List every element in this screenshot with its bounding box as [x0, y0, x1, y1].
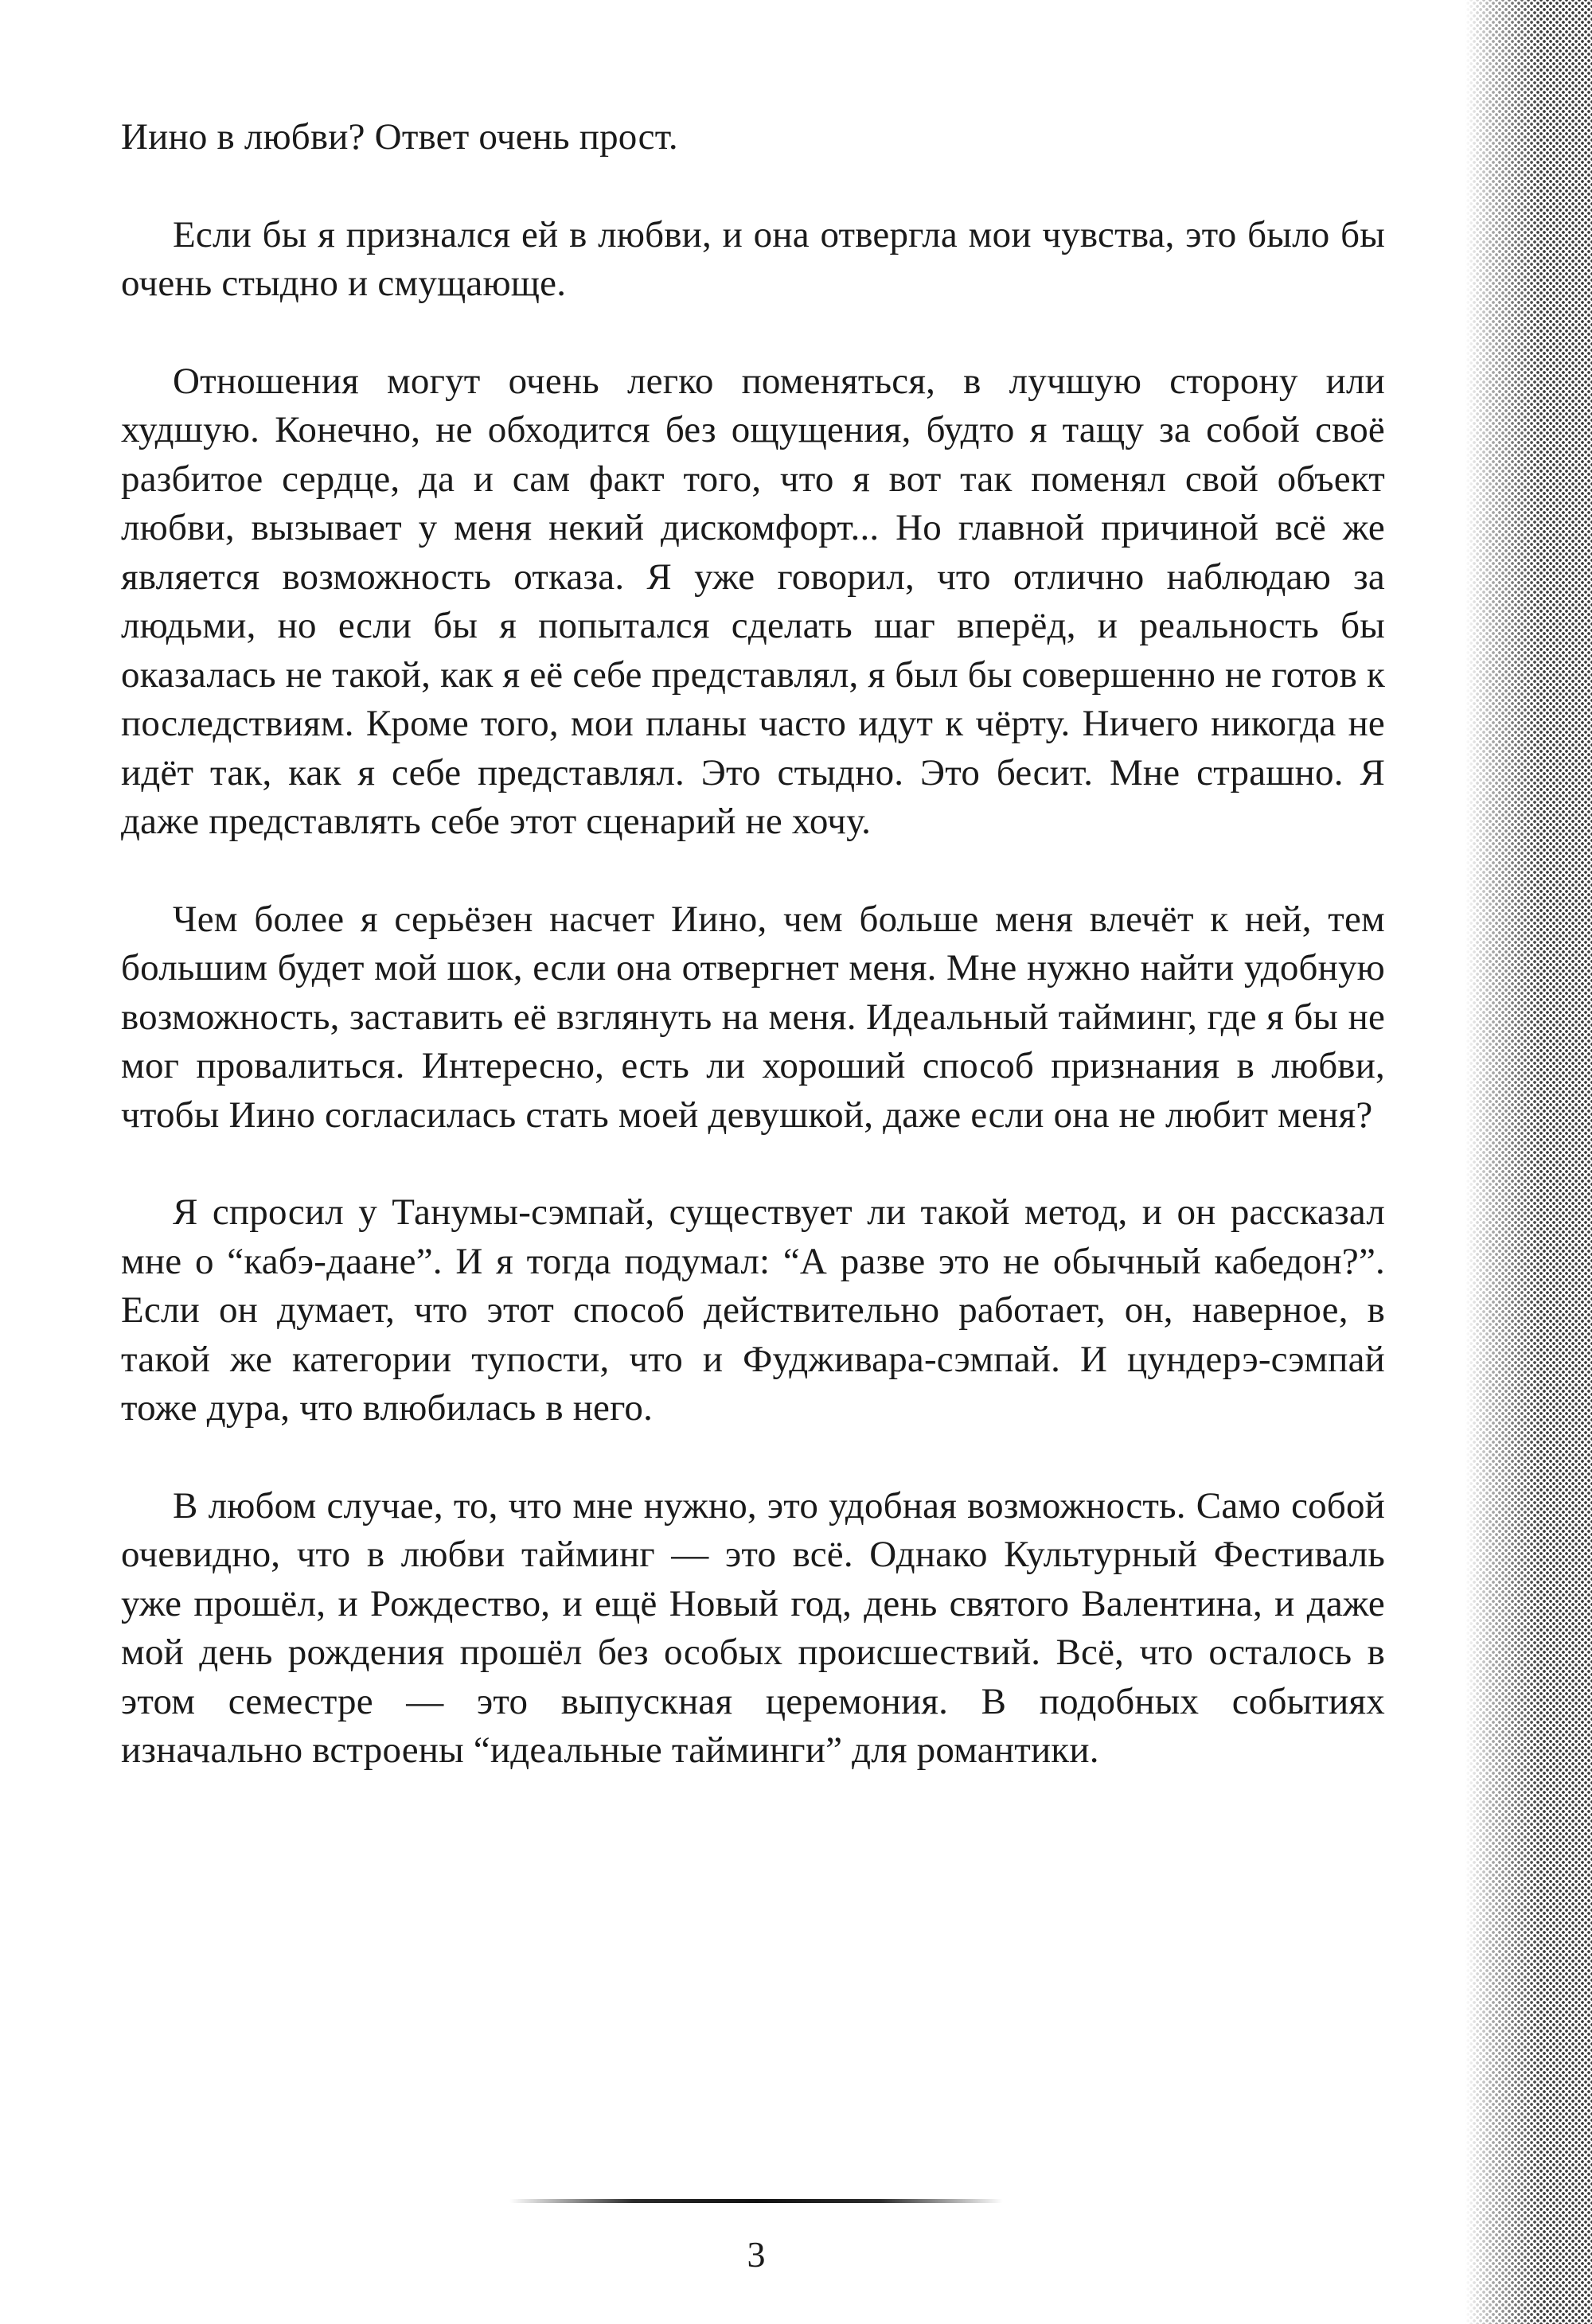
halftone-side-band [1465, 0, 1592, 2324]
page-number: 3 [747, 2234, 766, 2275]
paragraph: В любом случае, то, что мне нужно, это удобная возможность. Само собой очевидно, что в любви тайминг — это всё. Однако Культурный Фестиваль уже прошёл, и Рождество, и ещё Новый год, день святого Валентина, и даже мой день рождения прошёл без особых происшествий. Всё, что осталось в этом семестре — это выпускная церемония. В подобных событиях изначально встроены “идеальные тайминги” для романтики. [121, 1484, 1385, 1771]
paragraph: Чем более я серьёзен насчет Иино, чем больше меня влечёт к ней, тем большим будет мой шок, если она отвергнет меня. Мне нужно найти удобную возможность, заставить её взглянуть на меня. Идеальный тайминг, где я бы не мог провалиться. Интересно, есть ли хороший способ признания в любви, чтобы Иино согласилась стать моей девушкой, даже если она не любит меня? [121, 898, 1385, 1136]
paragraph: Отношения могут очень легко поменяться, в лучшую сторону или худшую. Конечно, не обходится без ощущения, будто я тащу за собой своё разбитое сердце, да и сам факт того, что я вот так поменял свой объект любви, вызывает у меня некий дискомфорт... Но главной причиной всё же является возможность отказа. Я уже говорил, что отлично наблюдаю за людьми, но если бы я попытался сделать шаг вперёд, и реальность бы оказалась не такой, как я её себе представлял, я был бы совершенно не готов к последствиям. Кроме того, мои планы часто идут к чёрту. Ничего никогда не идёт так, как я себе представлял. Это стыдно. Это бесит. Мне страшно. Я даже представлять себе этот сценарий не хочу. [121, 360, 1385, 842]
paragraph: Иино в любви? Ответ очень прост. [121, 116, 678, 158]
paragraph: Если бы я признался ей в любви, и она отвергла мои чувства, это было бы очень стыдно и смущающе. [121, 213, 1385, 304]
footer-divider [509, 2199, 1003, 2203]
paragraph: Я спросил у Танумы-сэмпай, существует ли такой метод, и он рассказал мне о “кабэ-даане”. И я тогда подумал: “А разве это не обычный кабедон?”. Если он думает, что этот способ действительно работает, он, наверное, в такой же категории тупости, что и Фудживара-сэмпай. И цундерэ-сэмпай тоже дура, что влюбилась в него. [121, 1191, 1385, 1429]
body-text [121, 113, 1385, 1824]
